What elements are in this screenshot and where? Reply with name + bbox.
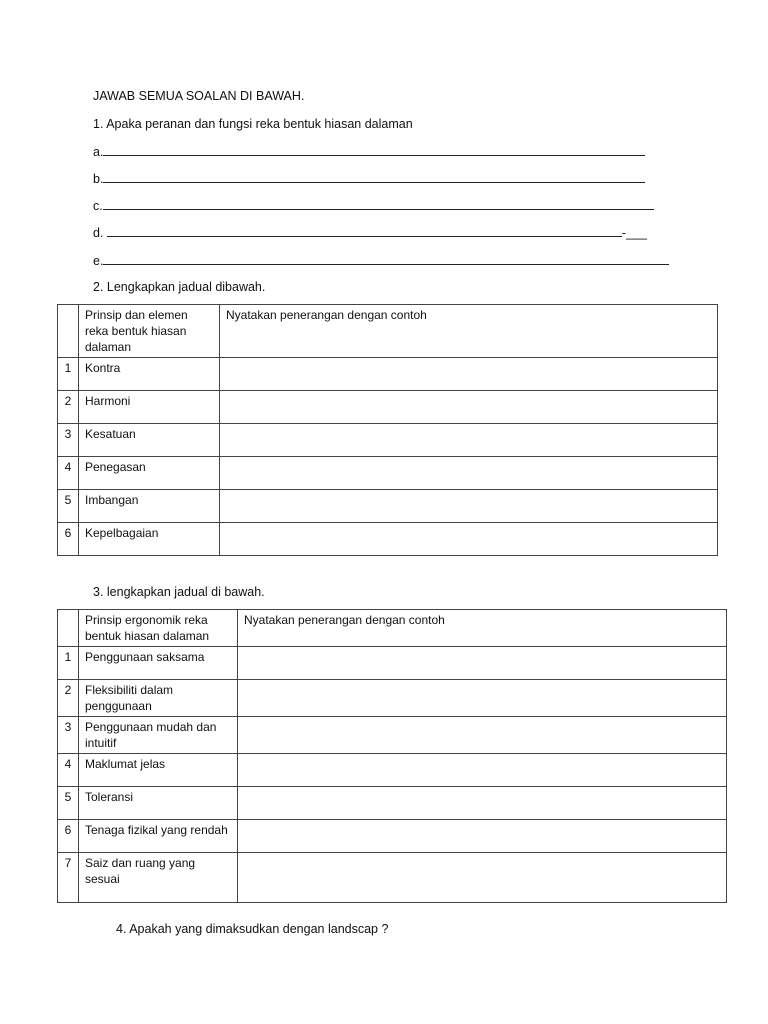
answer-line-e[interactable] [93, 252, 669, 269]
row-item: Harmoni [79, 391, 220, 424]
row-number: 6 [58, 820, 79, 853]
row-item: Saiz dan ruang yang sesuai [79, 853, 238, 903]
table-header-row [58, 305, 718, 358]
answer-label: e. [93, 254, 104, 268]
table-row [58, 490, 718, 523]
answer-line-d[interactable]: d. -___ [93, 226, 647, 240]
header-explanation-cell: Nyatakan penerangan dengan contoh [220, 305, 718, 358]
table-row [58, 787, 727, 820]
answer-blank[interactable] [103, 143, 645, 156]
row-item: Penggunaan mudah dan intuitif [79, 717, 238, 754]
row-item: Kesatuan [79, 424, 220, 457]
answer-label: a. [93, 145, 104, 159]
row-answer-cell[interactable] [220, 358, 718, 391]
question-1: 1. Apaka peranan dan fungsi reka bentuk hiasan dalaman [93, 117, 413, 131]
answer-blank[interactable] [103, 197, 654, 210]
row-number: 1 [58, 358, 79, 391]
row-item: Tenaga fizikal yang rendah [79, 820, 238, 853]
row-answer-cell[interactable] [238, 787, 727, 820]
question-4: 4. Apakah yang dimaksudkan dengan landscap ? [116, 922, 389, 936]
row-answer-cell[interactable] [238, 717, 727, 754]
row-answer-cell[interactable] [238, 820, 727, 853]
answer-label: c. [93, 199, 103, 213]
table-row [58, 647, 727, 680]
header-principle-cell: Prinsip ergonomik reka bentuk hiasan dalaman [79, 610, 238, 647]
answer-blank[interactable] [107, 224, 622, 237]
row-number: 2 [58, 391, 79, 424]
header-principle-cell: Prinsip dan elemen reka bentuk hiasan dalaman [79, 305, 220, 358]
table-row [58, 391, 718, 424]
row-answer-cell[interactable] [220, 490, 718, 523]
row-number: 3 [58, 424, 79, 457]
row-answer-cell[interactable] [220, 523, 718, 556]
table-row [58, 457, 718, 490]
row-number: 4 [58, 754, 79, 787]
table-row [58, 523, 718, 556]
row-item: Kontra [79, 358, 220, 391]
instruction-heading: JAWAB SEMUA SOALAN DI BAWAH. [93, 89, 305, 103]
table-row [58, 820, 727, 853]
row-number: 4 [58, 457, 79, 490]
row-answer-cell[interactable] [238, 647, 727, 680]
row-item: Kepelbagaian [79, 523, 220, 556]
table-row [58, 853, 727, 903]
header-num-cell [58, 305, 79, 358]
row-item: Fleksibiliti dalam penggunaan [79, 680, 238, 717]
row-item: Toleransi [79, 787, 238, 820]
header-num-cell [58, 610, 79, 647]
answer-blank[interactable] [103, 252, 669, 265]
table-row [58, 754, 727, 787]
table-row [58, 717, 727, 754]
row-item: Maklumat jelas [79, 754, 238, 787]
answer-label: b. [93, 172, 104, 186]
row-number: 5 [58, 490, 79, 523]
row-number: 5 [58, 787, 79, 820]
row-number: 3 [58, 717, 79, 754]
answer-label: d. [93, 226, 107, 240]
row-answer-cell[interactable] [220, 424, 718, 457]
table-row [58, 424, 718, 457]
row-number: 1 [58, 647, 79, 680]
principles-table [57, 304, 718, 556]
row-number: 2 [58, 680, 79, 717]
table-row [58, 680, 727, 717]
row-answer-cell[interactable] [220, 457, 718, 490]
answer-line-b[interactable] [93, 170, 645, 187]
ergonomic-table [57, 609, 727, 903]
row-answer-cell[interactable] [238, 754, 727, 787]
row-answer-cell[interactable] [238, 680, 727, 717]
answer-line-c[interactable] [93, 197, 654, 214]
table-header-row [58, 610, 727, 647]
row-item: Imbangan [79, 490, 220, 523]
row-answer-cell[interactable] [238, 853, 727, 903]
answer-line-a[interactable] [93, 143, 645, 160]
answer-blank[interactable] [103, 170, 645, 183]
table-row [58, 358, 718, 391]
row-number: 6 [58, 523, 79, 556]
row-item: Penggunaan saksama [79, 647, 238, 680]
question-3: 3. lengkapkan jadual di bawah. [93, 585, 265, 599]
row-item: Penegasan [79, 457, 220, 490]
header-explanation-cell: Nyatakan penerangan dengan contoh [238, 610, 727, 647]
question-2: 2. Lengkapkan jadual dibawah. [93, 280, 266, 294]
row-answer-cell[interactable] [220, 391, 718, 424]
row-number: 7 [58, 853, 79, 903]
